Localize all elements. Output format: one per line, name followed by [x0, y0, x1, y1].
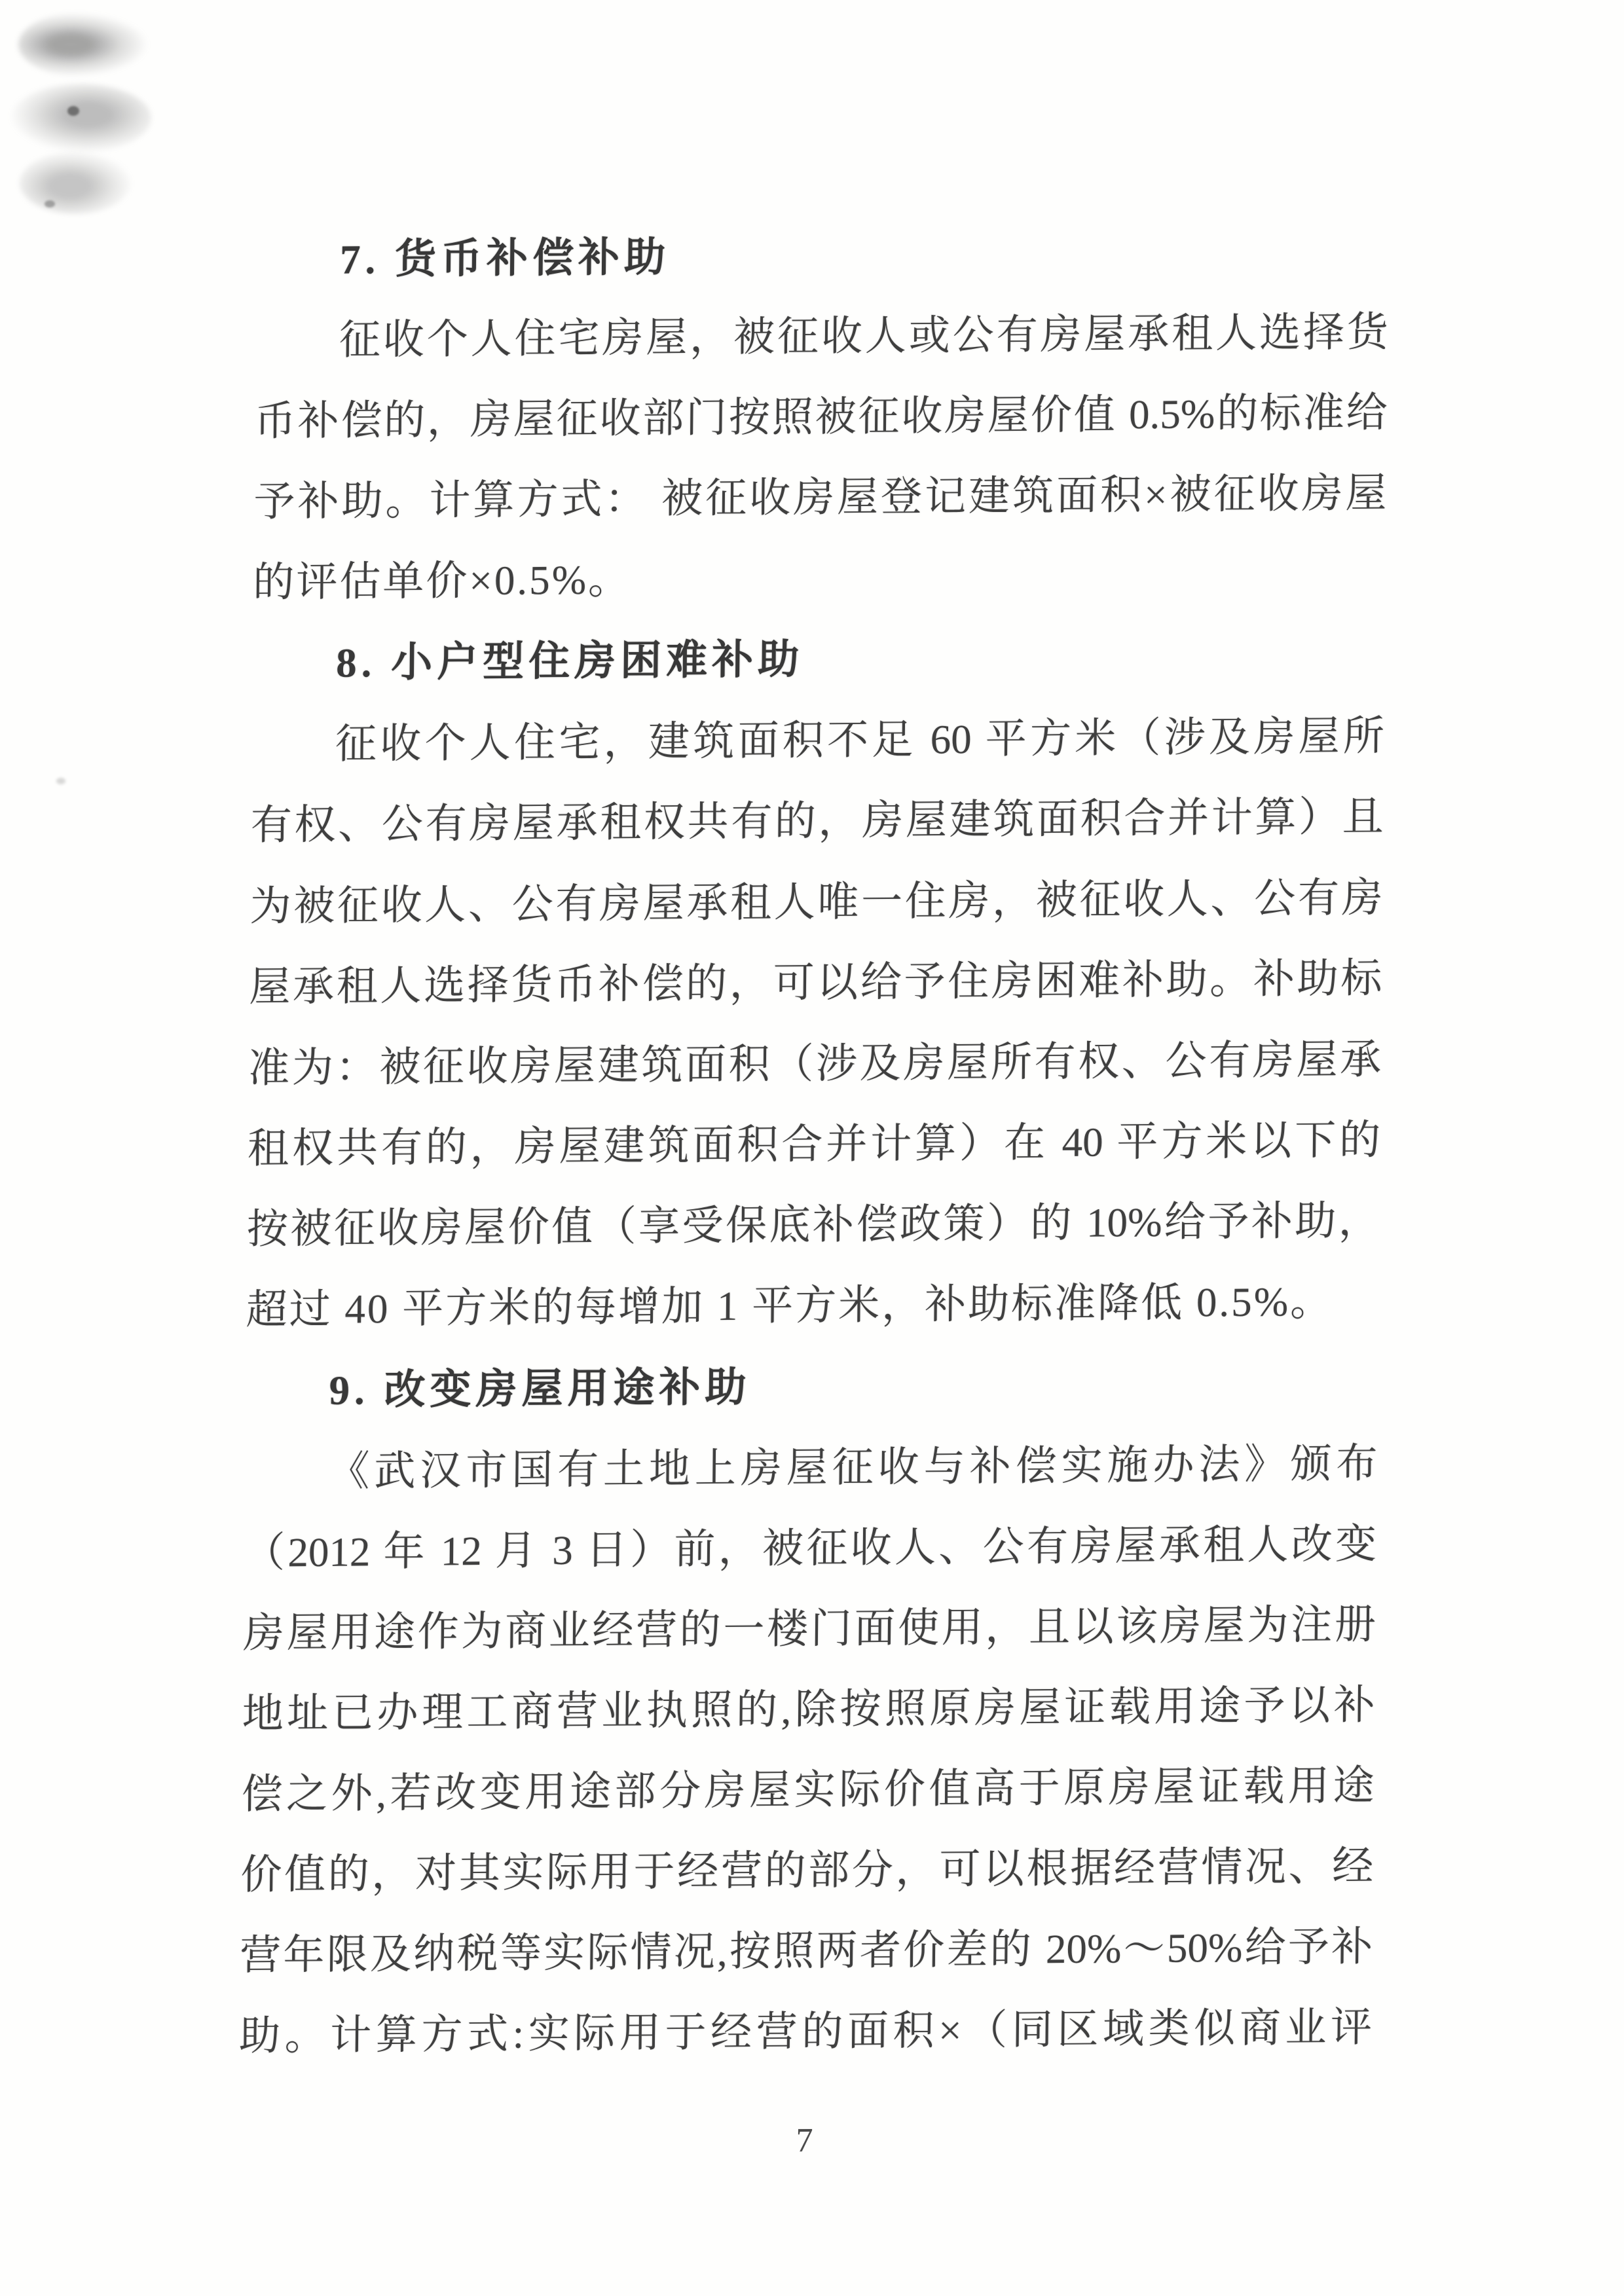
text-line: （2012 年 12 月 3 日）前，被征收人、公有房屋承租人改变 [243, 1521, 1377, 1576]
text-line: 助。计算方式:实际用于经营的面积×（同区域类似商业评 [238, 2004, 1373, 2059]
text-block [236, 0, 1392, 2296]
text-line: 予补助。计算方式： 被征收房屋登记建筑面积×被征收房屋 [253, 470, 1387, 525]
text-line: 《武汉市国有土地上房屋征收与补偿实施办法》颁布 [327, 1440, 1378, 1495]
scan-speck [67, 106, 79, 116]
text-line: 征收个人住宅房屋，被征收人或公有房屋承租人选择货 [339, 309, 1389, 363]
section-heading-7: 7. 货币补偿补助 [339, 234, 671, 283]
text-line: 超过 40 平方米的每增加 1 平方米，补助标准降低 0.5%。 [246, 1278, 1334, 1333]
text-line: 地址已办理工商营业执照的,除按照原房屋证载用途予以补 [242, 1682, 1376, 1737]
text-line: 营年限及纳税等实际情况,按照两者价差的 20%～50%给予补 [239, 1923, 1373, 1978]
text-line: 按被征收房屋价值（享受保底补偿政策）的 10%给予补助， [246, 1197, 1380, 1252]
section-heading-8: 8. 小户型住房困难补助 [335, 636, 804, 686]
text-line: 的评估单价×0.5%。 [253, 556, 632, 606]
scan-smudge [18, 12, 149, 77]
text-line: 屋承租人选择货币补偿的，可以给予住房困难补助。补助标 [249, 955, 1382, 1010]
scan-smudge [20, 152, 131, 214]
scan-speck [56, 778, 65, 784]
text-line: 租权共有的，房屋建筑面积合并计算）在 40 平方米以下的 [247, 1117, 1381, 1172]
text-line: 为被征收人、公有房屋承租人唯一住房，被征收人、公有房 [249, 875, 1383, 930]
text-line: 征收个人住宅，建筑面积不足 60 平方米（涉及房屋所 [335, 713, 1385, 767]
scan-smudge [10, 84, 151, 153]
text-line: 币补偿的，房屋征收部门按照被征收房屋价值 0.5%的标准给 [254, 390, 1388, 445]
page-number: 7 [796, 2122, 813, 2160]
scan-speck [45, 200, 55, 208]
text-line: 房屋用途作为商业经营的一楼门面使用，且以该房屋为注册 [242, 1601, 1376, 1656]
text-line: 价值的，对其实际用于经营的部分，可以根据经营情况、经 [240, 1843, 1374, 1898]
section-heading-9: 9. 改变房屋用途补助 [329, 1364, 751, 1413]
text-line: 偿之外,若改变用途部分房屋实际价值高于原房屋证载用途 [241, 1762, 1375, 1817]
text-line: 准为：被征收房屋建筑面积（涉及房屋所有权、公有房屋承 [248, 1036, 1382, 1091]
text-line: 有权、公有房屋承租权共有的，房屋建筑面积合并计算）且 [250, 793, 1384, 848]
